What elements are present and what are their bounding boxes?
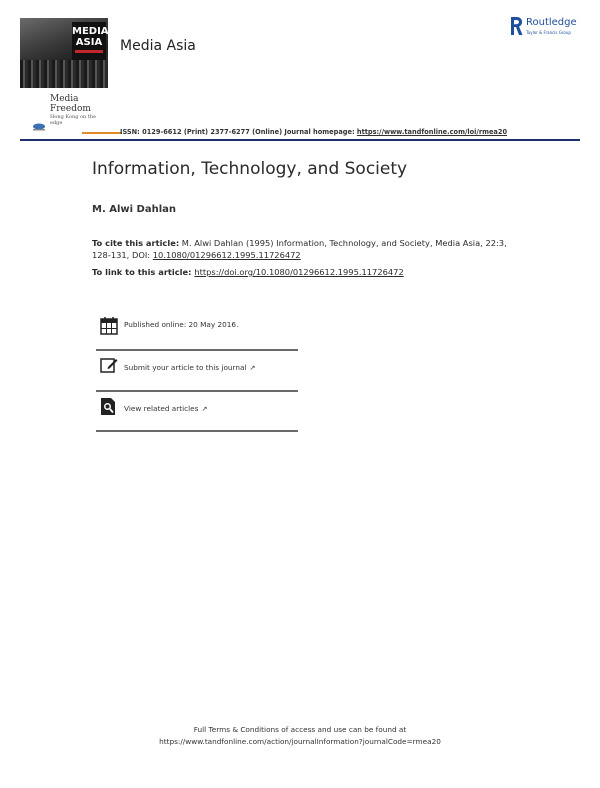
submit-article-label[interactable]: Submit your article to this journal xyxy=(124,363,247,372)
citation-label: To cite this article: xyxy=(92,238,180,248)
published-date: Published online: 20 May 2016. xyxy=(124,320,239,329)
cover-photo xyxy=(20,18,108,88)
issn-line xyxy=(120,128,507,136)
journal-title[interactable]: Media Asia xyxy=(120,38,196,54)
issn-text: ISSN: 0129-6612 (Print) 2377-6277 (Online) Journal homepage: xyxy=(120,128,357,136)
submit-article-row[interactable] xyxy=(96,355,298,381)
article-link-block xyxy=(92,266,522,278)
footer-terms-text: Full Terms & Conditions of access and use can be found at xyxy=(193,725,407,734)
info-divider-2 xyxy=(96,390,298,392)
cover-logo-line1: MEDIA xyxy=(72,26,109,37)
submit-article-link[interactable] xyxy=(124,363,255,372)
calendar-icon xyxy=(100,316,118,335)
edit-icon xyxy=(100,356,118,374)
cover-subtitle-text: Media Freedom xyxy=(50,94,91,114)
external-link-icon: ↗ xyxy=(201,405,208,413)
article-doi-url[interactable]: https://doi.org/10.1080/01296612.1995.11726472 xyxy=(194,267,404,277)
cover-accent-bar xyxy=(82,132,122,134)
journal-homepage-link[interactable]: https://www.tandfonline.com/loi/rmea20 xyxy=(356,128,508,136)
journal-cover-image xyxy=(20,18,108,136)
publisher-tagline: Taylor & Francis Group xyxy=(526,30,571,35)
citation-block xyxy=(92,237,522,261)
info-divider-3 xyxy=(96,430,298,432)
related-articles-label[interactable]: View related articles xyxy=(124,404,199,413)
publisher-name: Routledge xyxy=(526,17,577,28)
footer-terms-url[interactable]: https://www.tandfonline.com/action/journalInformation?journalCode=rmea20 xyxy=(159,737,441,746)
cover-subtitle xyxy=(50,94,108,126)
cover-subtitle-small: Hong Kong on the edge xyxy=(50,114,97,126)
citation-text: M. Alwi Dahlan (1995) Information, Technology, and Society, Media Asia, 22:3, 128-131, DOI: xyxy=(92,238,507,260)
external-link-icon: ↗ xyxy=(249,364,256,372)
article-author: M. Alwi Dahlan xyxy=(92,204,177,215)
published-row xyxy=(96,314,298,338)
info-divider-1 xyxy=(96,349,298,351)
related-articles-link[interactable] xyxy=(124,404,207,413)
cover-logo xyxy=(72,22,109,60)
footer xyxy=(0,724,600,748)
doi-link[interactable]: 10.1080/01296612.1995.11726472 xyxy=(152,250,301,260)
header-divider xyxy=(20,139,580,141)
article-title: Information, Technology, and Society xyxy=(92,159,408,179)
routledge-r-icon xyxy=(510,16,523,36)
link-label: To link to this article: xyxy=(92,267,195,277)
cover-logo-line2: ASIA xyxy=(75,37,103,48)
cover-publisher-icon xyxy=(32,122,46,131)
related-articles-row[interactable] xyxy=(96,396,298,422)
document-search-icon xyxy=(100,397,117,416)
routledge-logo xyxy=(510,16,586,38)
